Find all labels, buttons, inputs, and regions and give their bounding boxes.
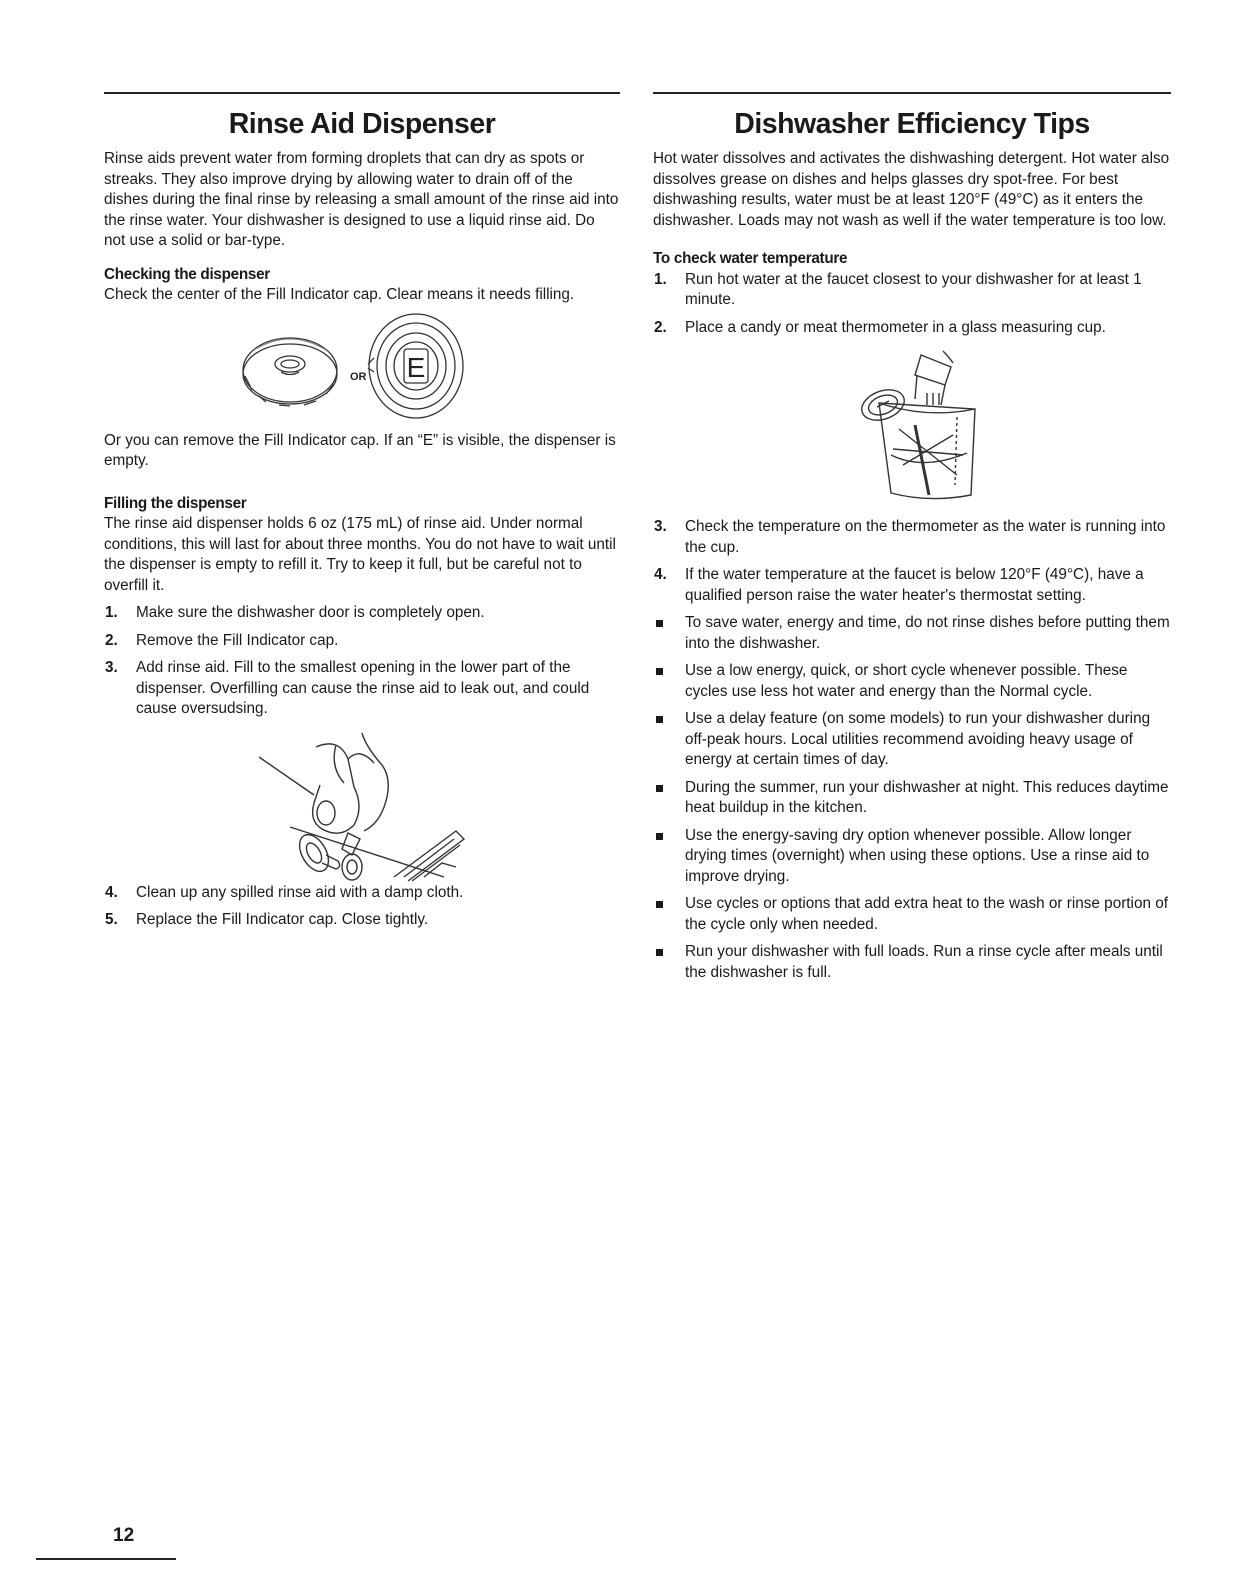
section-divider [653, 92, 1171, 94]
bullet-icon [656, 785, 663, 792]
intro-paragraph: Hot water dissolves and activates the dishwashing detergent. Hot water also dissolves grease on dishes and helps glasses dry spot-free. For best dishwashing results, water must be at least 120°F (49°C) as it enters the dishwasher. Loads may not wash as well if the water temperature is too low. [653, 150, 1170, 229]
bullet-icon [656, 620, 663, 627]
filling-text: The rinse aid dispenser holds 6 oz (175 mL) of rinse aid. Under normal conditions, this will last for about three months. You do not have to wait until the dispenser is empty to refill it. Try to keep it full, but be careful not to overfill it. [104, 515, 616, 594]
list-item: Run your dishwasher with full loads. Run a rinse cycle after meals until the dishwasher is full. [653, 942, 1171, 983]
bullet-icon [656, 949, 663, 956]
section-divider [104, 92, 620, 94]
after-figure-text: Or you can remove the Fill Indicator cap. If an “E” is visible, the dispenser is empty. [104, 431, 616, 469]
list-item: During the summer, run your dishwasher at night. This reduces daytime heat buildup in the kitchen. [653, 778, 1171, 819]
filling-steps-continued [104, 883, 620, 931]
list-item: 1. Run hot water at the faucet closest to your dishwasher for at least 1 minute. [654, 270, 1142, 308]
bullet-icon [656, 716, 663, 723]
efficiency-tips-list [653, 613, 1171, 983]
list-item: 1. Make sure the dishwasher door is completely open. [105, 604, 485, 621]
bottle-tip [342, 833, 360, 855]
list-item: 4. If the water temperature at the faucet is below 120°F (49°C), have a qualified person raise the water heater's thermostat setting. [654, 566, 1144, 604]
list-item: 2. Place a candy or meat thermometer in a glass measuring cup. [654, 318, 1106, 336]
hand-outline [259, 757, 314, 795]
bullet-icon [656, 901, 663, 908]
filling-steps [104, 603, 620, 720]
footer-rule [36, 1558, 176, 1560]
list-item: 3. Add rinse aid. Fill to the smallest opening in the lower part of the dispenser. Overfilling can cause the rinse aid to leak out, and could cause oversudsing. [105, 659, 590, 717]
list-item: 2. Remove the Fill Indicator cap. [105, 631, 339, 649]
filling-heading: Filling the dispenser [104, 494, 247, 512]
section-title: Rinse Aid Dispenser [228, 108, 496, 140]
list-item: 5. Replace the Fill Indicator cap. Close tightly. [105, 911, 429, 928]
efficiency-tips-section [653, 92, 1171, 990]
check-temperature-steps-continued [653, 517, 1171, 606]
fill-indicator-cap-clear [243, 338, 337, 406]
bullet-icon [656, 833, 663, 840]
checking-heading: Checking the dispenser [104, 265, 270, 283]
or-label: OR [350, 370, 367, 383]
bullet-icon [656, 668, 663, 675]
rinse-aid-section [104, 92, 620, 938]
list-item: Use a delay feature (on some models) to run your dishwasher during off-peak hours. Local utilities recommend avoiding heavy usage of energy at certain times of day. [653, 709, 1171, 771]
list-item: Use the energy-saving dry option whenever possible. Allow longer drying times (overnight) when using these options. Use a rinse aid to improve drying. [653, 826, 1171, 888]
check-temperature-heading: To check water temperature [653, 250, 848, 267]
checking-text: Check the center of the Fill Indicator cap. Clear means it needs filling. [104, 286, 575, 303]
fill-indicator-illustration [104, 306, 620, 431]
fill-cap-icon [294, 829, 335, 876]
e-indicator-letter: E [406, 351, 426, 383]
faucet-outline [943, 351, 953, 363]
adding-rinse-aid-illustration [104, 727, 620, 889]
list-item: Use cycles or options that add extra heat to the wash or rinse portion of the cycle only when needed. [653, 894, 1171, 935]
list-item: 4. Clean up any spilled rinse aid with a damp cloth. [105, 883, 464, 901]
thermometer-cup-illustration [653, 345, 1171, 513]
check-temperature-steps [653, 270, 1171, 339]
list-item: Use a low energy, quick, or short cycle whenever possible. These cycles use less hot water and energy than the Normal cycle. [653, 661, 1171, 702]
section-title: Dishwasher Efficiency Tips [734, 108, 1090, 140]
list-item: 3. Check the temperature on the thermometer as the water is running into the cup. [654, 518, 1166, 556]
list-item: To save water, energy and time, do not rinse dishes before putting them into the dishwasher. [653, 613, 1171, 654]
page-number: 12 [113, 1525, 135, 1546]
intro-paragraph: Rinse aids prevent water from forming droplets that can dry as spots or streaks. They also improve drying by allowing water to drain off of the dishes during the final rinse by releasing a small amount of the rinse aid into the rinse water. Your dishwasher is designed to use a liquid rinse aid. Do not use a solid or bar-type. [104, 150, 619, 249]
